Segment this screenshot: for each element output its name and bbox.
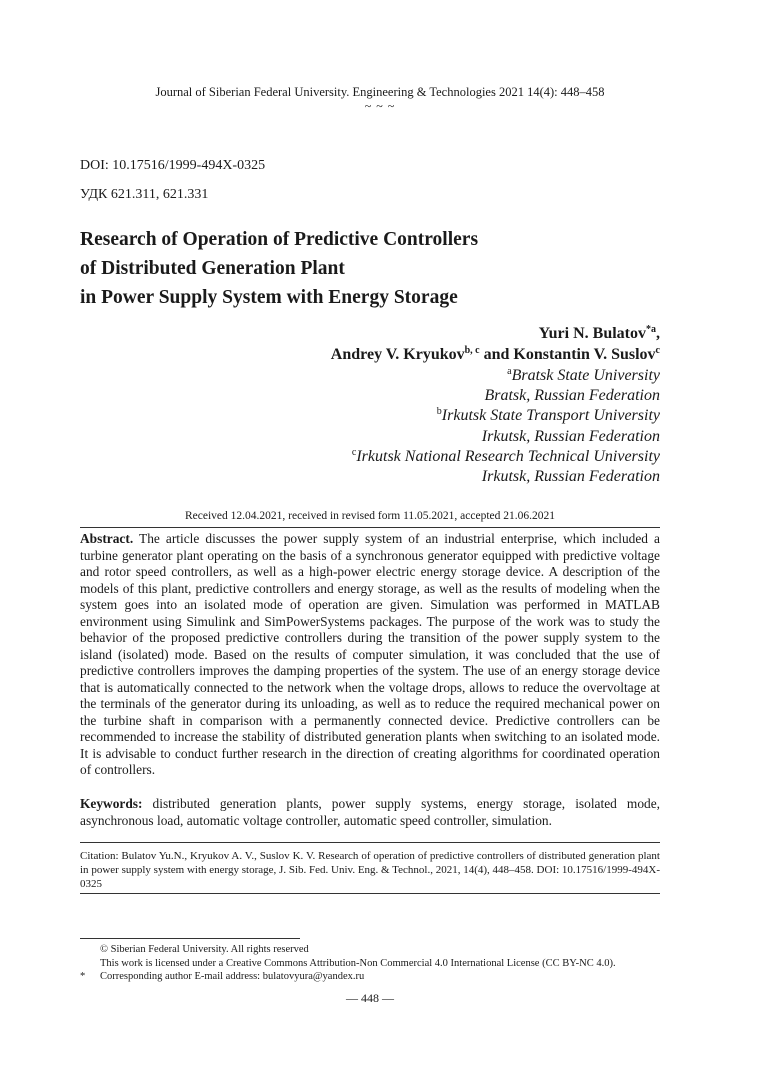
keywords-text: distributed generation plants, power supply systems, energy storage, isolated mode, asynchronous load, automatic voltage controller, automatic speed controller, simulation. (80, 796, 660, 828)
affiliation-line: $^b$Irkutsk State Transport University (436, 406, 660, 425)
paper-title (80, 225, 680, 312)
copyright-note: © Siberian Federal University. All rights reserved (100, 944, 309, 955)
keywords (80, 796, 660, 829)
author-name: Andrey V. Kryukov (330, 346, 465, 363)
abstract-text: The article discusses the power supply system of an industrial enterprise, which included a turbine generator plant operating on the basis of a synchronous generator equipped with predictive voltage and rotor speed controllers, as well as a high-power electric energy storage device. A description of the models of this plant, predictive controllers and energy storage, as well as the results of modeling when the system goes into an isolated mode of operation are given. Simulation was performed in MATLAB environment using Simulink and SimPowerSystems packages. The purpose of the work was to study the behavior of the proposed predictive controllers during the transition of the power supply system to the island (isolated) mode. Based on the results of computer simulation, it was concluded that the use of predictive controllers improves the damping properties of the system. The use of an energy storage device that is automatically connected to the network when the voltage drops, allows to reduce the overvoltage at the terminals of the generator during its unloading, as well as to reduce the required mechanical power on the turbine shaft in comparison with a permanently connected device. Predictive controllers can be recommended to increase the stability of distributed generation plants when switching to an isolated mode. It is advisable to conduct further research in the direction of creating algorithms for coordinated operation of controllers. (80, 531, 660, 777)
affiliation-line: Irkutsk, Russian Federation (481, 468, 660, 486)
corresponding-author-note: Corresponding author E-mail address: bulatovyura@yandex.ru (100, 971, 365, 982)
title-line: of Distributed Generation Plant (80, 258, 345, 279)
license-note: This work is licensed under a Creative Commons Attribution-Non Commercial 4.0 International License (CC BY-NC 4.0). (100, 957, 616, 969)
corresponding-mark: * (80, 971, 86, 982)
affiliation-line: Bratsk, Russian Federation (484, 387, 660, 405)
citation-bottom-rule (80, 893, 660, 894)
affiliation-line: $^a$Bratsk State University (507, 366, 660, 384)
header-divider: ~ ~ ~ (364, 99, 396, 113)
page-number: — 448 — (346, 991, 394, 1005)
author-name: Yuri N. Bulatov (538, 325, 646, 342)
footnotes (80, 943, 680, 984)
title-line: in Power Supply System with Energy Storage (80, 287, 458, 308)
title-line: Research of Operation of Predictive Controllers (80, 229, 479, 250)
footnote-rule (80, 938, 300, 939)
received-dates: Received 12.04.2021, received in revised form 11.05.2021, accepted 21.06.2021 (184, 510, 556, 522)
abstract (80, 531, 660, 779)
author-affiliation-mark: c (655, 345, 660, 356)
abstract-top-rule (80, 527, 660, 528)
affiliation-line: $^c$Irkutsk National Research Technical University (351, 446, 660, 465)
affiliation-line: Irkutsk, Russian Federation (481, 427, 660, 445)
citation: Citation: Bulatov Yu.N., Kryukov A. V., Suslov K. V. Research of operation of predictive controllers of distributed generation plant in power supply system with energy storage, J. Sib. Fed. Univ. Eng. & Technol., 2021, 14(4), 448–458. DOI: 10.17516/1999-494X-0325 (80, 850, 660, 890)
citation-top-rule (80, 842, 660, 843)
keywords-label: Keywords: (80, 796, 143, 811)
journal-header: Journal of Siberian Federal University. Engineering & Technologies 2021 14(4): 448–458 (155, 85, 605, 99)
udk-code: УДК 621.311, 621.331 (80, 187, 209, 202)
author-affiliation-mark: b, c (464, 345, 480, 356)
author-affiliation-mark: *a (646, 324, 656, 335)
affiliation-list (352, 366, 660, 487)
abstract-label: Abstract. (80, 531, 134, 546)
author-list: Yuri N. Bulatov$^{*a}$, Andrey V. Kryukov$^{b, c}$ and Konstantin V. Suslov$^c$ (330, 324, 660, 363)
doi: DOI: 10.17516/1999-494X-0325 (80, 158, 266, 173)
author-name: Konstantin V. Suslov (513, 346, 656, 363)
